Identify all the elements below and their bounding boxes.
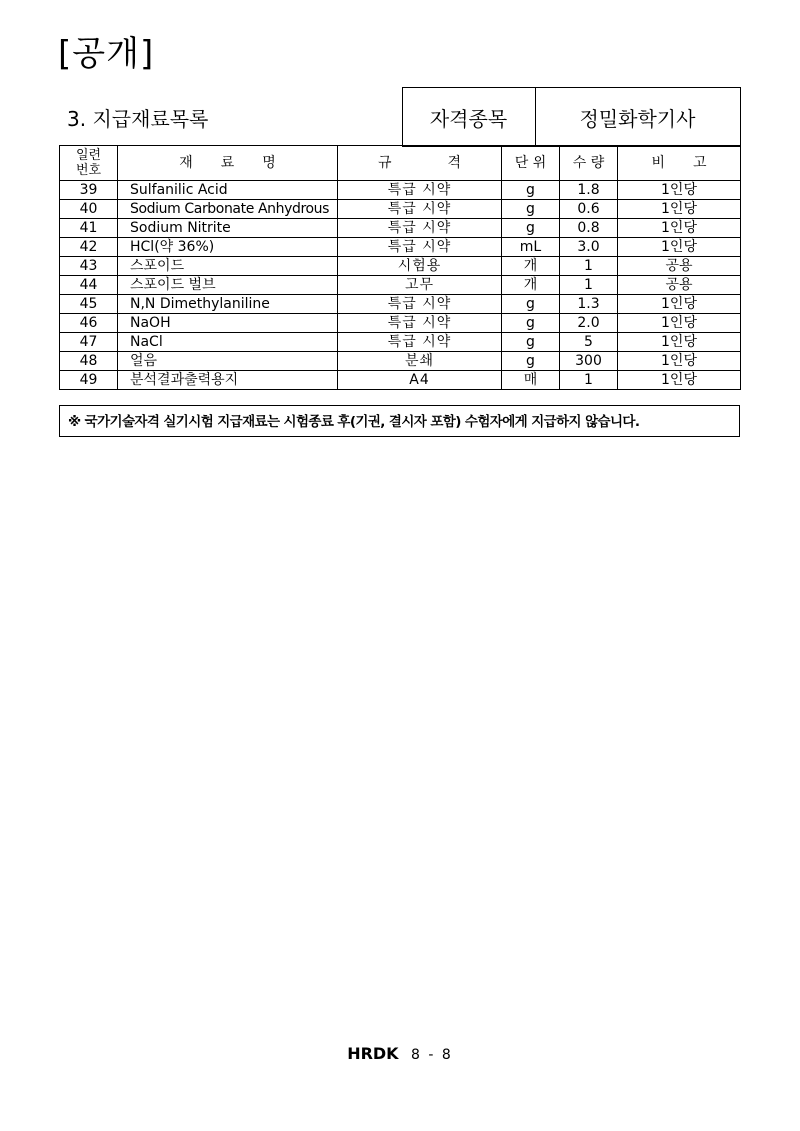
cell-name: 스포이드 벌브 xyxy=(118,276,338,295)
cell-name: 스포이드 xyxy=(118,257,338,276)
table-row xyxy=(60,219,741,238)
cell-name: HCl(약 36%) xyxy=(118,238,338,257)
cell-note: 1인당 xyxy=(618,219,741,238)
section-title: 3. 지급재료목록 xyxy=(67,106,209,131)
cell-spec: 고무 xyxy=(338,276,502,295)
cell-note: 1인당 xyxy=(618,314,741,333)
cell-note: 1인당 xyxy=(618,333,741,352)
cell-name: NaOH xyxy=(118,314,338,333)
cell-qty: 0.8 xyxy=(560,219,618,238)
category-value: 정밀화학기사 xyxy=(535,88,740,147)
cell-name: Sulfanilic Acid xyxy=(118,181,338,200)
table-row xyxy=(60,181,741,200)
cell-qty: 1.3 xyxy=(560,295,618,314)
notice-box: ※ 국가기술자격 실기시험 지급재료는 시험종료 후(기권, 결시자 포함) 수험자에게 지급하지 않습니다. xyxy=(59,405,740,437)
cell-spec: A4 xyxy=(338,371,502,390)
cell-spec: 특급 시약 xyxy=(338,219,502,238)
cell-no: 41 xyxy=(60,219,118,238)
table-row xyxy=(60,314,741,333)
cell-no: 48 xyxy=(60,352,118,371)
cell-unit: g xyxy=(502,314,560,333)
cell-name: 얼음 xyxy=(118,352,338,371)
cell-spec: 특급 시약 xyxy=(338,333,502,352)
cell-no: 47 xyxy=(60,333,118,352)
cell-name: Sodium Carbonate Anhydrous xyxy=(118,200,338,219)
cell-no: 49 xyxy=(60,371,118,390)
table-row xyxy=(60,200,741,219)
cell-note: 1인당 xyxy=(618,238,741,257)
cell-qty: 1.8 xyxy=(560,181,618,200)
cell-note: 공용 xyxy=(618,257,741,276)
column-header-name: 재 료 명 xyxy=(118,146,338,181)
materials-table xyxy=(59,145,741,390)
cell-unit: 매 xyxy=(502,371,560,390)
cell-name: 분석결과출력용지 xyxy=(118,371,338,390)
cell-unit: g xyxy=(502,181,560,200)
table-row xyxy=(60,371,741,390)
cell-name: N,N Dimethylaniline xyxy=(118,295,338,314)
cell-unit: g xyxy=(502,352,560,371)
table-row xyxy=(60,257,741,276)
cell-note: 1인당 xyxy=(618,371,741,390)
cell-note: 공용 xyxy=(618,276,741,295)
table-row xyxy=(60,295,741,314)
cell-unit: g xyxy=(502,295,560,314)
cell-no: 43 xyxy=(60,257,118,276)
page-footer xyxy=(0,1044,800,1065)
cell-name: NaCl xyxy=(118,333,338,352)
column-header-unit: 단 위 xyxy=(502,146,560,181)
column-header-note: 비 고 xyxy=(618,146,741,181)
cell-no: 40 xyxy=(60,200,118,219)
cell-qty: 0.6 xyxy=(560,200,618,219)
page-number: 8 - 8 xyxy=(411,1047,453,1063)
cell-no: 46 xyxy=(60,314,118,333)
cell-spec: 특급 시약 xyxy=(338,200,502,219)
cell-spec: 특급 시약 xyxy=(338,314,502,333)
cell-qty: 2.0 xyxy=(560,314,618,333)
cell-note: 1인당 xyxy=(618,200,741,219)
column-header-no xyxy=(60,146,118,181)
cell-note: 1인당 xyxy=(618,352,741,371)
cell-qty: 3.0 xyxy=(560,238,618,257)
header-table xyxy=(59,87,741,147)
cell-spec: 특급 시약 xyxy=(338,295,502,314)
cell-unit: 개 xyxy=(502,257,560,276)
table-row xyxy=(60,276,741,295)
table-row xyxy=(60,352,741,371)
column-header-qty: 수 량 xyxy=(560,146,618,181)
column-header-no-line1: 일련 xyxy=(75,148,102,163)
cell-unit: g xyxy=(502,200,560,219)
cell-note: 1인당 xyxy=(618,295,741,314)
cell-no: 45 xyxy=(60,295,118,314)
cell-no: 44 xyxy=(60,276,118,295)
cell-spec: 특급 시약 xyxy=(338,238,502,257)
cell-qty: 300 xyxy=(560,352,618,371)
cell-no: 42 xyxy=(60,238,118,257)
cell-qty: 1 xyxy=(560,257,618,276)
cell-qty: 5 xyxy=(560,333,618,352)
cell-note: 1인당 xyxy=(618,181,741,200)
table-row xyxy=(60,333,741,352)
column-header-spec: 규 격 xyxy=(338,146,502,181)
cell-no: 39 xyxy=(60,181,118,200)
cell-spec: 특급 시약 xyxy=(338,181,502,200)
hrdk-logo: HRDK xyxy=(347,1044,399,1063)
column-header-no-line2: 번호 xyxy=(75,163,102,178)
cell-unit: 개 xyxy=(502,276,560,295)
cell-unit: g xyxy=(502,219,560,238)
table-row xyxy=(60,238,741,257)
document-badge: [공개] xyxy=(58,34,155,74)
cell-name: Sodium Nitrite xyxy=(118,219,338,238)
cell-qty: 1 xyxy=(560,276,618,295)
cell-spec: 분쇄 xyxy=(338,352,502,371)
category-label: 자격종목 xyxy=(402,88,535,147)
cell-unit: mL xyxy=(502,238,560,257)
cell-spec: 시험용 xyxy=(338,257,502,276)
table-header-row xyxy=(60,146,741,181)
cell-unit: g xyxy=(502,333,560,352)
cell-qty: 1 xyxy=(560,371,618,390)
